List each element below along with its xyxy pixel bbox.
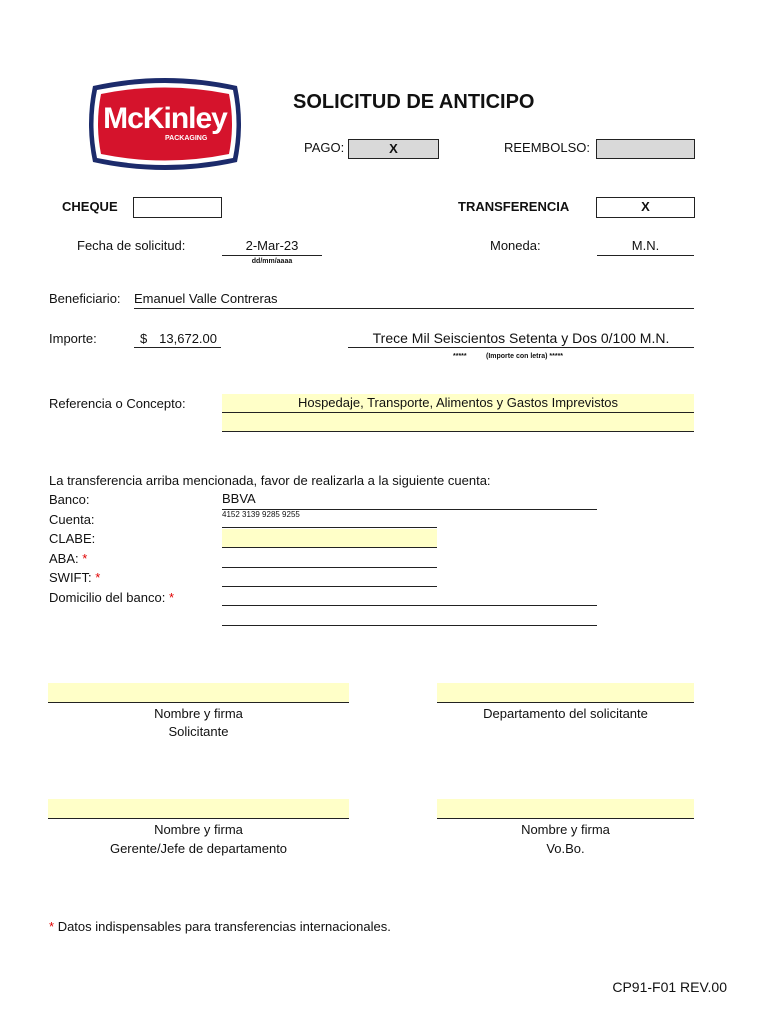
company-logo [87,76,243,172]
domicilio-field[interactable] [222,587,597,606]
reembolso-label: REEMBOLSO: [504,140,590,155]
pago-field[interactable]: X [348,139,439,159]
moneda-label: Moneda: [490,238,541,253]
beneficiario-field[interactable]: Emanuel Valle Contreras [134,291,694,309]
cuenta-label: Cuenta: [49,512,95,527]
logo-subtitle: PACKAGING [165,135,208,142]
required-asterisk: * [49,919,55,934]
cheque-label: CHEQUE [62,199,118,214]
fecha-label: Fecha de solicitud: [77,238,186,253]
importe-letra-field[interactable]: Trece Mil Seiscientos Setenta y Dos 0/100 M.N. [348,330,694,348]
banco-field[interactable]: BBVA [222,491,597,510]
importe-label: Importe: [49,331,97,346]
reembolso-field[interactable] [596,139,695,159]
importe-field[interactable] [134,331,221,348]
fecha-field[interactable]: 2-Mar-23 [222,238,322,256]
bank-intro: La transferencia arriba mencionada, favor de realizarla a la siguiente cuenta: [49,473,491,488]
form-code: CP91-F01 REV.00 [612,979,727,995]
signature-solicitante-role: Solicitante [168,724,229,739]
referencia-label: Referencia o Concepto: [49,396,186,411]
fecha-format-hint: dd/mm/aaaa [251,258,293,265]
importe-letra-note: (Importe con letra) ***** [486,353,564,360]
referencia-field-2[interactable] [222,413,694,432]
required-asterisk: * [82,551,88,566]
required-asterisk: * [95,570,101,585]
moneda-field[interactable]: M.N. [597,238,694,256]
importe-letra-note-stars: ***** [453,353,467,360]
signature-gerente-label: Nombre y firma [154,822,243,837]
domicilio-label: Domicilio del banco: * [49,590,175,605]
required-asterisk: * [168,590,175,605]
signature-vobo-role: Vo.Bo. [546,841,585,856]
clabe-label: CLABE: [49,531,96,546]
aba-field[interactable] [222,549,437,568]
swift-label: SWIFT: * [49,570,101,585]
signature-departamento-field[interactable] [437,683,694,703]
transferencia-label: TRANSFERENCIA [458,199,570,214]
importe-currency: $ [140,331,148,346]
cheque-field[interactable] [133,197,222,218]
signature-gerente-field[interactable] [48,799,349,819]
page-title: SOLICITUD DE ANTICIPO [293,91,535,113]
referencia-field[interactable]: Hospedaje, Transporte, Alimentos y Gastos Imprevistos [222,394,694,413]
clabe-field[interactable] [222,529,437,548]
domicilio-field-2[interactable] [222,607,597,626]
aba-label: ABA: * [49,551,88,566]
importe-value: 13,672.00 [159,331,217,346]
logo-wordmark: McKinley [103,102,227,135]
swift-field[interactable] [222,568,437,587]
cuenta-field[interactable]: 4152 3139 9285 9255 [222,510,437,528]
signature-vobo-field[interactable] [437,799,694,819]
signature-gerente-role: Gerente/Jefe de departamento [109,841,288,856]
banco-label: Banco: [49,492,90,507]
signature-departamento-label: Departamento del solicitante [483,706,648,721]
signature-vobo-label: Nombre y firma [521,822,610,837]
beneficiario-label: Beneficiario: [49,291,121,306]
pago-label: PAGO: [304,140,345,155]
transferencia-field[interactable]: X [596,197,695,218]
signature-solicitante-label: Nombre y firma [154,706,243,721]
footer-note: * Datos indispensables para transferencias internacionales. [49,919,391,934]
signature-solicitante-field[interactable] [48,683,349,703]
